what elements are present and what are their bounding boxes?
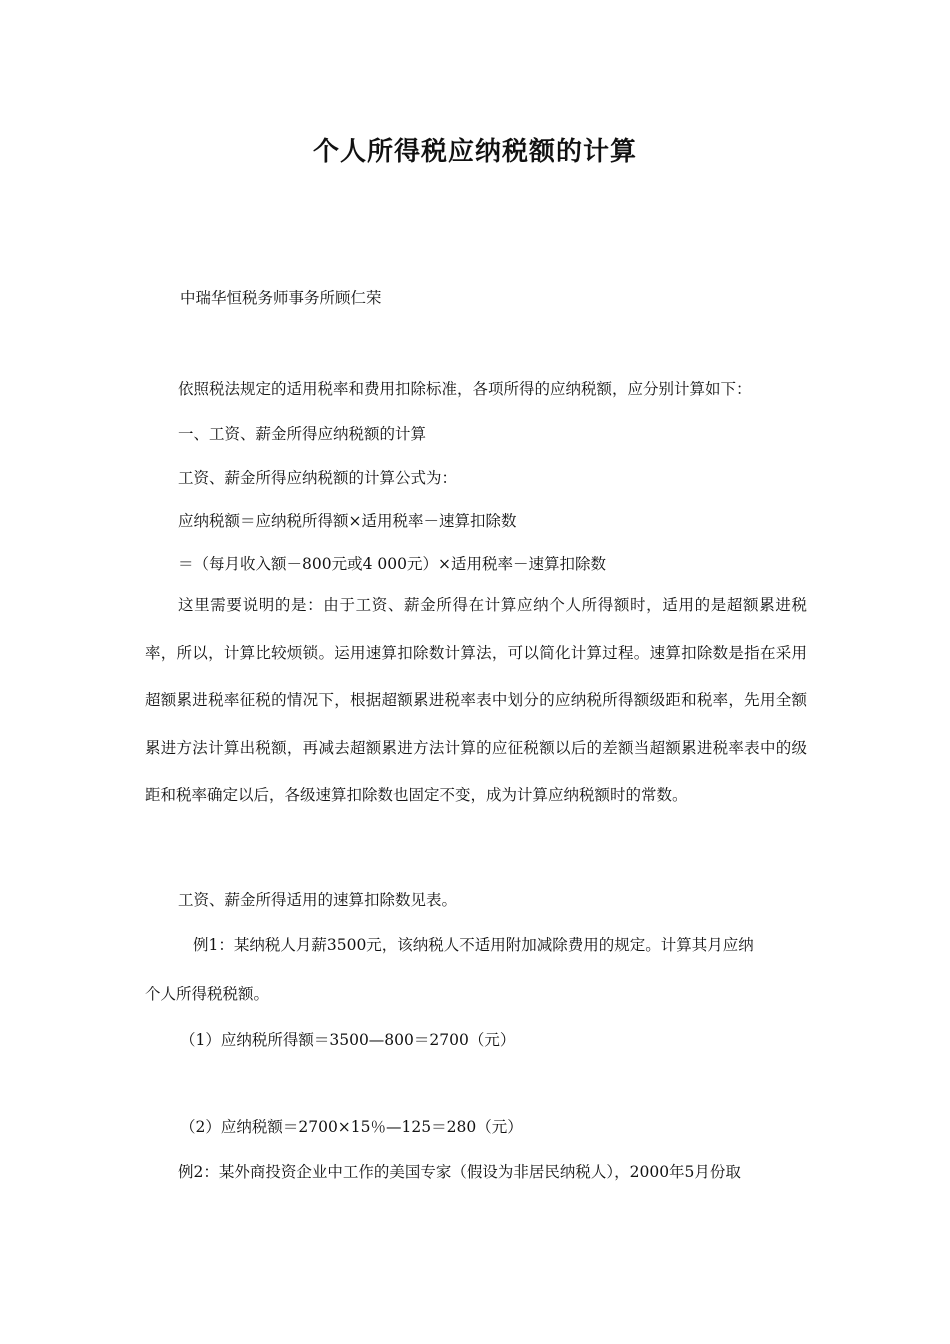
- section-heading: 一、工资、薪金所得应纳税额的计算: [178, 425, 427, 443]
- page-title: 个人所得税应纳税额的计算: [312, 137, 637, 167]
- intro-paragraph: 依照税法规定的适用税率和费用扣除标准，各项所得的应纳税额，应分别计算如下：: [178, 380, 752, 398]
- example-1-line-2: 个人所得税税额。: [145, 985, 270, 1003]
- calculation-step-1: （1）应纳税所得额＝3500—800＝2700（元）: [180, 1031, 516, 1049]
- explanation-paragraph: 这里需要说明的是：由于工资、薪金所得在计算应纳个人所得额时，适用的是超额累进税率，所以，计算比较烦锁。运用速算扣除数计算法，可以简化计算过程。速算扣除数是指在采用超额累进税率征税的情况下，根据超额累进税率表中划分的应纳税所得额级距和税率，先用全额累进方法计算出税额，再减去超额累进方法计算的应征税额以后的差额当超额累进税率表中的级距和税率确定以后，各级速算扣除数也固定不变，成为计算应纳税额时的常数。: [145, 596, 807, 805]
- formula-intro: 工资、薪金所得应纳税额的计算公式为：: [178, 469, 458, 487]
- formula-line-2: ＝（每月收入额－800元或4 000元）×适用税率－速算扣除数: [178, 555, 606, 573]
- table-note: 工资、薪金所得适用的速算扣除数见表。: [178, 891, 458, 909]
- calculation-step-2: （2）应纳税额＝2700×15％—125＝280（元）: [180, 1118, 523, 1136]
- author-line: 中瑞华恒税务师事务所顾仁荣: [180, 289, 382, 307]
- formula-line-1: 应纳税额＝应纳税所得额×适用税率－速算扣除数: [178, 512, 517, 530]
- example-1-line-1: 例1：某纳税人月薪3500元，该纳税人不适用附加减除费用的规定。计算其月应纳: [193, 936, 754, 954]
- example-2-line: 例2：某外商投资企业中工作的美国专家（假设为非居民纳税人），2000年5月份取: [178, 1163, 741, 1181]
